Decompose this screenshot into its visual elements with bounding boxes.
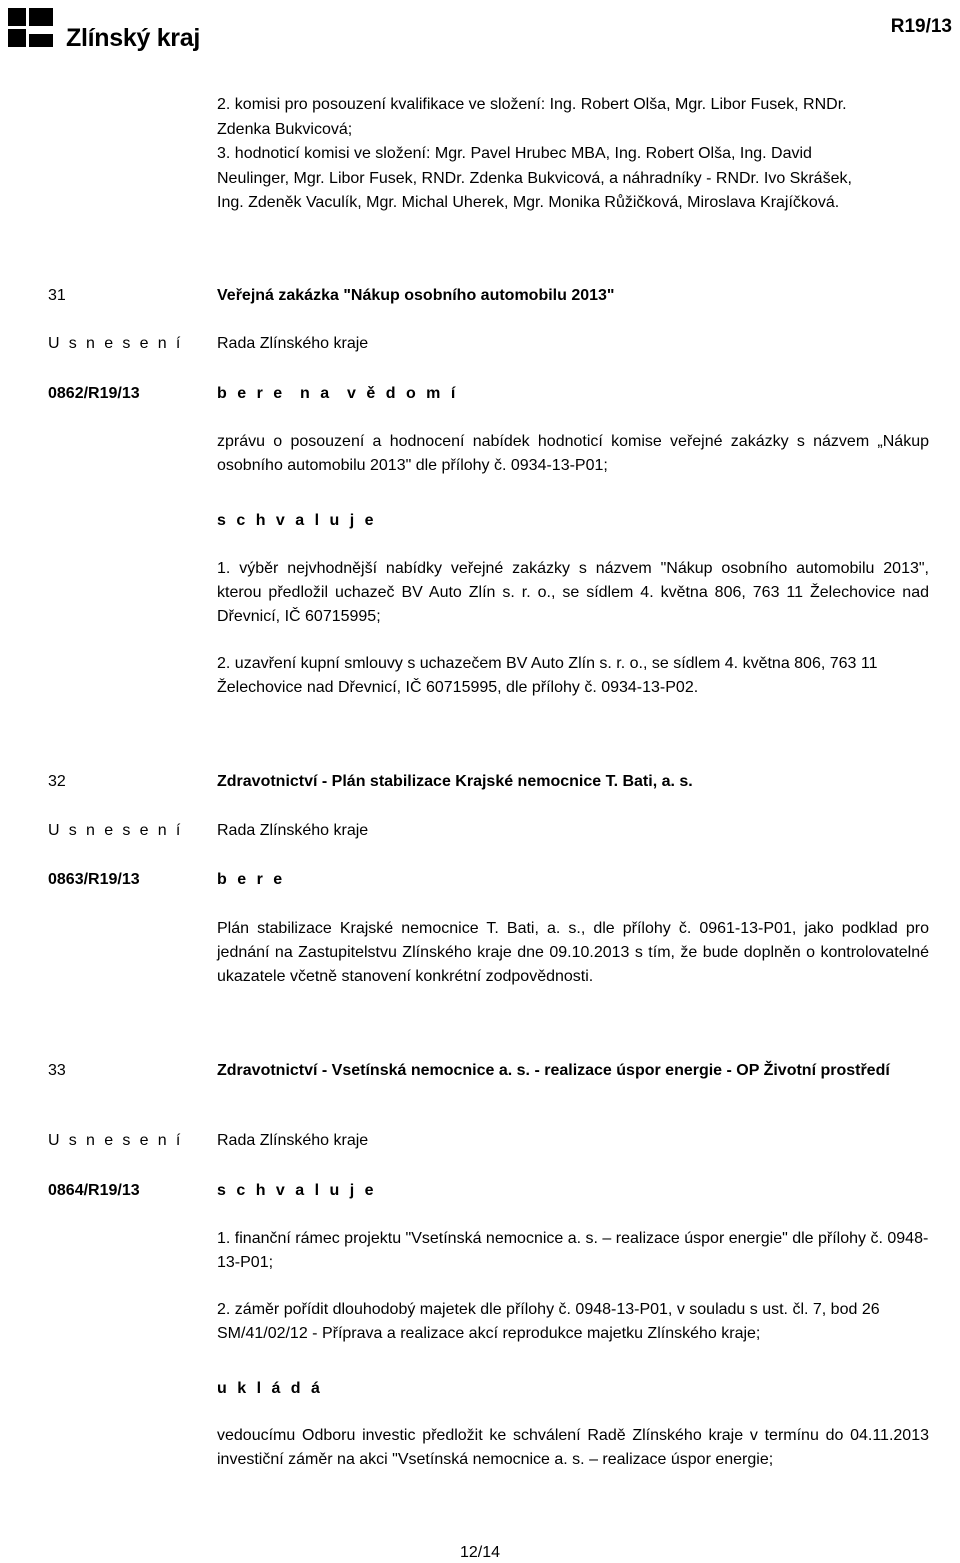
section-number: 31 (48, 287, 66, 304)
section-title: Veřejná zakázka "Nákup osobního automobilu 2013" (217, 287, 615, 304)
intro-line: 2. komisi pro posouzení kvalifikace ve složení: Ing. Robert Olša, Mgr. Libor Fusek, RNDr. (217, 96, 847, 113)
usneseni-label: U s n e s e n í (48, 335, 183, 352)
resolution-verb: s c h v a l u j e (217, 1182, 377, 1199)
section-number: 32 (48, 773, 66, 790)
resolution-id: 0863/R19/13 (48, 871, 140, 888)
section-title: Zdravotnictví - Plán stabilizace Krajské nemocnice T. Bati, a. s. (217, 773, 693, 790)
council-name: Rada Zlínského kraje (217, 1132, 369, 1149)
page-number: 12/14 (459, 1544, 501, 1561)
resolution-id: 0862/R19/13 (48, 385, 140, 402)
resolution-verb: b e r e n a v ě d o m í (217, 385, 459, 402)
resolution-text: Plán stabilizace Krajské nemocnice T. Bati, a. s., dle přílohy č. 0961-13-P01, jako podklad pro jednání na Zastupitelstvu Zlínského kraje dne 09.10.2013 s tím, že bude doplněn o kontrolovatelné ukazatele včetně stanovení konkrétní zodpovědnosti. (217, 920, 929, 985)
resolution-text: vedoucímu Odboru investic předložit ke schválení Radě Zlínského kraje v termínu do 04.11.2013 investiční záměr na akci "Vsetínská nemocnice a. s. – realizace úspor energie; (217, 1427, 929, 1468)
intro-line: Neulinger, Mgr. Libor Fusek, RNDr. Zdenka Bukvicová, a náhradníky - RNDr. Ivo Skrášek, (217, 169, 852, 187)
intro-line: Ing. Zdeněk Vaculík, Mgr. Michal Uherek, Mgr. Monika Růžičková, Miroslava Krajíčková. (217, 194, 840, 211)
intro-line: 3. hodnoticí komisi ve složení: Mgr. Pavel Hrubec MBA, Ing. Robert Olša, Ing. David (217, 145, 812, 162)
resolution-item: 1. výběr nejvhodnější nabídky veřejné zakázky s názvem "Nákup osobního automobilu 2013", kterou předložil uchazeč BV Auto Zlín s. r. o., se sídlem 4. května 806, 763 11 Želechovice nad Dřevnicí, IČ 60715995; (217, 560, 929, 625)
intro-line: Zdenka Bukvicová; (217, 120, 353, 138)
council-name: Rada Zlínského kraje (217, 822, 369, 839)
intro-text (217, 93, 957, 216)
resolution-verb: b e r e (217, 871, 286, 888)
section-number: 33 (48, 1062, 66, 1079)
resolution-item: 1. finanční rámec projektu "Vsetínská nemocnice a. s. – realizace úspor energie" dle přílohy č. 0948-13-P01; (217, 1230, 929, 1271)
resolution-verb: s c h v a l u j e (217, 512, 377, 529)
resolution-verb: u k l á d á (217, 1380, 323, 1397)
page-code: R19/13 (890, 16, 952, 37)
resolution-text: zprávu o posouzení a hodnocení nabídek hodnoticí komise veřejné zakázky s názvem „Nákup osobního automobilu 2013" dle přílohy č. 0934-13-P01; (217, 433, 929, 474)
resolution-item: 2. záměr pořídit dlouhodobý majetek dle přílohy č. 0948-13-P01, v souladu s ust. čl. 7, bod 26 SM/41/02/12 - Příprava a realizace akcí reprodukce majetku Zlínského kraje; (217, 1301, 880, 1342)
logo-mark-icon (8, 8, 58, 48)
usneseni-label: U s n e s e n í (48, 1132, 183, 1149)
resolution-id: 0864/R19/13 (48, 1182, 140, 1199)
section-title: Zdravotnictví - Vsetínská nemocnice a. s. - realizace úspor energie - OP Životní prostředí (217, 1062, 890, 1079)
logo-text: Zlínský kraj (66, 24, 200, 52)
usneseni-label: U s n e s e n í (48, 822, 183, 839)
council-name: Rada Zlínského kraje (217, 335, 369, 352)
resolution-item: 2. uzavření kupní smlouvy s uchazečem BV Auto Zlín s. r. o., se sídlem 4. května 806, 763 11 Želechovice nad Dřevnicí, IČ 60715995, dle přílohy č. 0934-13-P02. (217, 655, 878, 696)
